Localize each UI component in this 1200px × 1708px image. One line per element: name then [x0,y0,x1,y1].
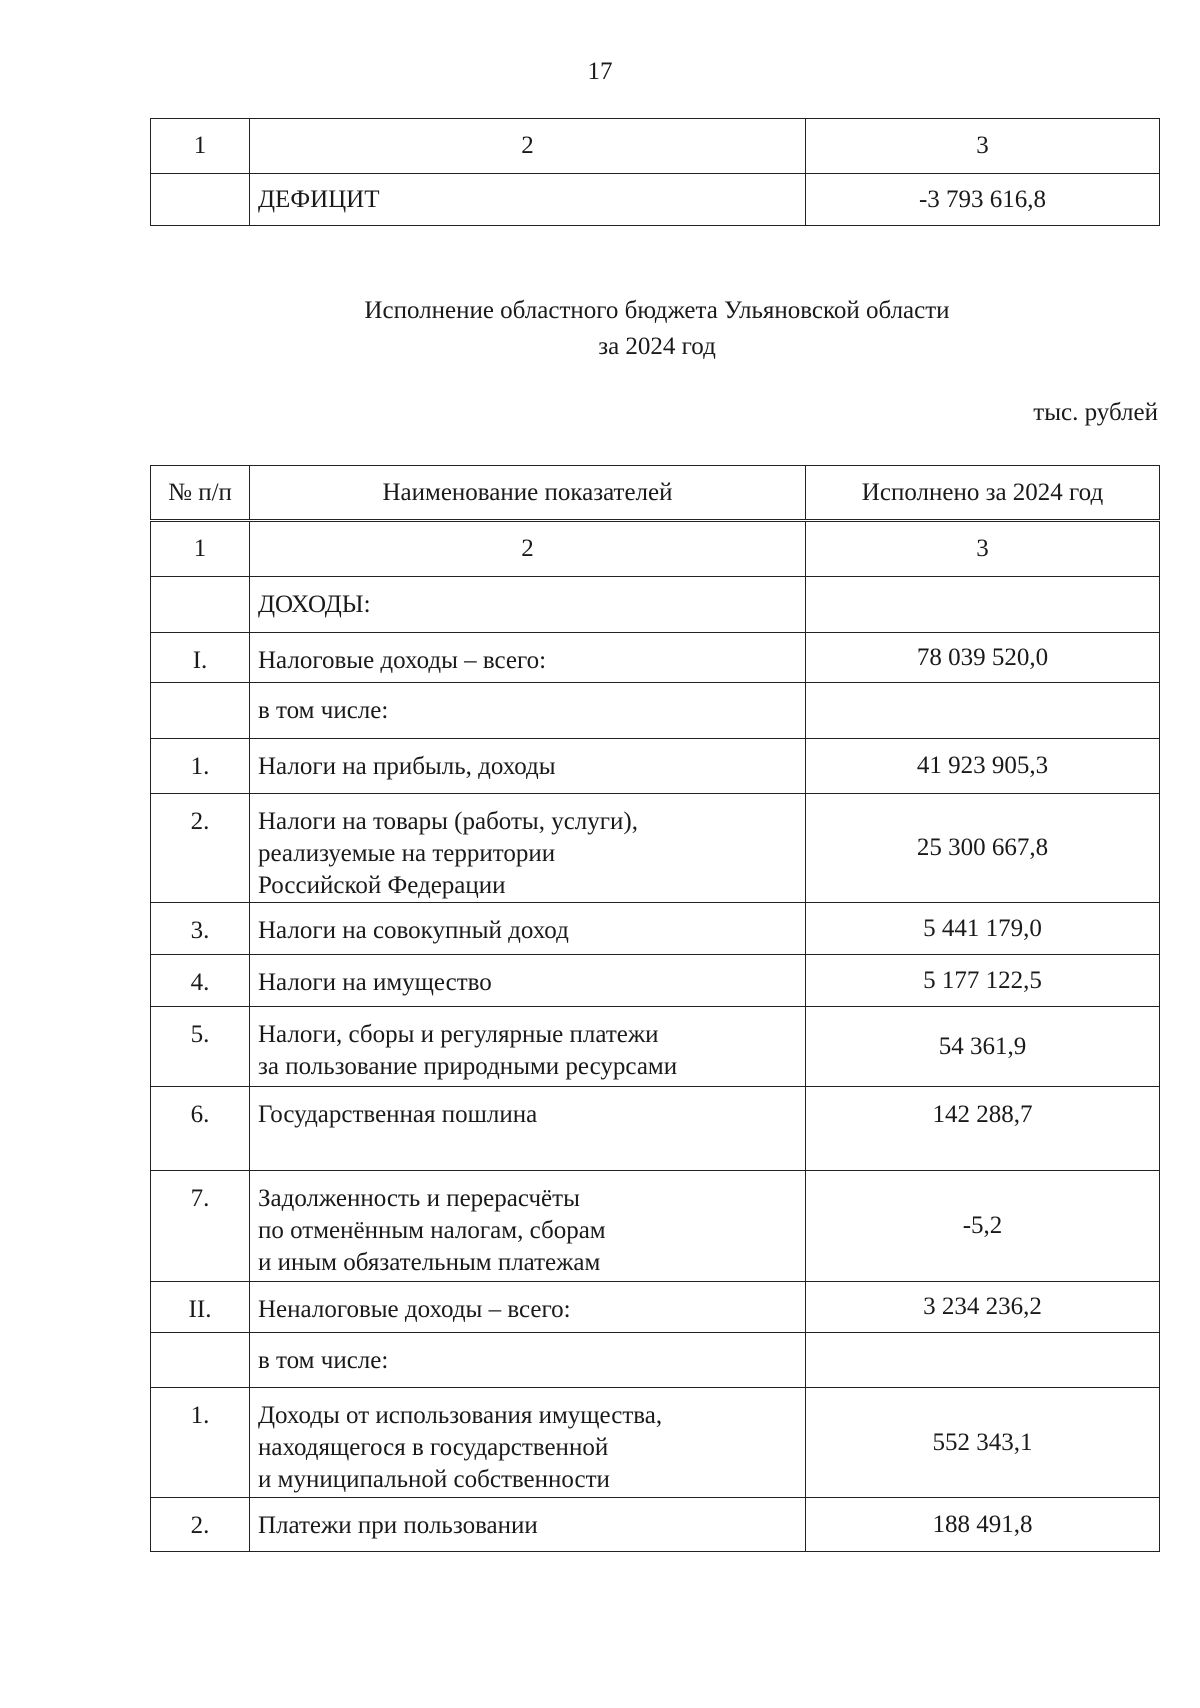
table-row [151,1333,1160,1388]
table-row [151,903,1160,955]
row-number [151,739,250,794]
row-name-line: Налоги на имущество [258,969,492,996]
row-value: 78 039 520,0 [806,633,1160,683]
row-number-text [151,683,249,695]
row-number-text: 1. [190,753,210,780]
row-name [250,1282,806,1333]
row-number-text: 2. [190,808,210,835]
title-line-1: Исполнение областного бюджета Ульяновской области [364,297,950,324]
row-name-text [250,739,805,783]
row-number [151,1388,250,1498]
row-name-text [250,1498,805,1542]
row-name-text [250,794,805,902]
row-name: ДЕФИЦИТ [250,174,806,226]
row-name-line: находящегося в государственной [258,1434,609,1461]
col-number-2: 2 [250,521,806,577]
row-name [250,1171,806,1282]
row-value [806,683,1160,739]
row-name [250,577,806,633]
row-value: 142 288,7 [806,1087,1160,1171]
col-number-1: 1 [151,119,250,174]
table-row [151,683,1160,739]
row-name-text [250,577,805,621]
title-line-2: за 2024 год [598,333,716,360]
row-name-line: Российской Федерации [258,872,506,899]
row-number-text: 1. [190,1402,210,1429]
row-name-line: ДОХОДЫ: [258,591,371,618]
row-number-text: I. [192,647,208,674]
table-row [151,1087,1160,1171]
page-number: 17 [587,58,613,85]
row-number [151,633,250,683]
row-value: 5 441 179,0 [806,903,1160,955]
row-name [250,739,806,794]
row-name-line: Задолженность и перерасчёты [258,1185,580,1212]
row-number [151,683,250,739]
row-number [151,955,250,1007]
header-name: Наименование показателей [250,466,806,521]
deficit-table [150,118,1160,226]
row-number [151,174,250,226]
column-number-row [151,521,1160,577]
table-row [151,794,1160,903]
row-name [250,1333,806,1388]
row-value: 552 343,1 [806,1388,1160,1498]
row-name-line: Налоговые доходы – всего: [258,647,547,674]
row-name-text [250,903,805,947]
row-value: -5,2 [806,1171,1160,1282]
document-title [0,293,1200,365]
row-number-text: 3. [190,917,210,944]
row-value: 41 923 905,3 [806,739,1160,794]
row-name-line: за пользование природными ресурсами [258,1053,678,1080]
row-number-text [151,1333,249,1345]
table-row [151,739,1160,794]
row-number [151,1282,250,1333]
row-number-text: 6. [190,1101,210,1128]
row-name [250,1498,806,1552]
row-name-text [250,633,805,677]
row-name-line: Неналоговые доходы – всего: [258,1296,571,1323]
row-name-line: в том числе: [258,697,389,724]
row-value: 188 491,8 [806,1498,1160,1552]
col-number-2: 2 [250,119,806,174]
row-name-text [250,1282,805,1326]
row-name-line: Налоги на товары (работы, услуги), [258,808,638,835]
row-name-text [250,1171,805,1279]
table-row [151,1282,1160,1333]
row-number-text [151,577,249,589]
row-number-text: 7. [190,1185,210,1212]
col-number-1: 1 [151,521,250,577]
row-name-line: Доходы от использования имущества, [258,1402,663,1429]
header-row [151,466,1160,521]
header-value: Исполнено за 2024 год [806,466,1160,521]
row-name-text [250,955,805,999]
row-name [250,955,806,1007]
row-name-text [250,1388,805,1496]
row-name-line: Платежи при пользовании [258,1512,538,1539]
row-name [250,1007,806,1087]
col-number-3: 3 [806,119,1160,174]
row-name-line: и муниципальной собственности [258,1466,610,1493]
row-name-line: Налоги на прибыль, доходы [258,753,556,780]
table-row [151,955,1160,1007]
table-body [151,577,1160,1552]
row-number [151,1333,250,1388]
row-value [806,577,1160,633]
row-number [151,903,250,955]
deficit-row [151,174,1160,226]
table-row [151,1007,1160,1087]
row-name-text [250,1087,805,1131]
table-row [151,1171,1160,1282]
table-row [151,1498,1160,1552]
row-number [151,1007,250,1087]
row-number [151,1171,250,1282]
table-row [151,577,1160,633]
units-label: тыс. рублей [1033,399,1158,426]
row-value: -3 793 616,8 [806,174,1160,226]
row-value [806,1333,1160,1388]
row-value: 5 177 122,5 [806,955,1160,1007]
row-value: 54 361,9 [806,1007,1160,1087]
row-number-text: II. [188,1296,212,1323]
row-name [250,633,806,683]
header-num: № п/п [151,466,250,521]
row-name [250,1388,806,1498]
row-name-text [250,683,805,727]
column-number-row [151,119,1160,174]
row-name-text [250,1333,805,1377]
row-name-line: и иным обязательным платежам [258,1249,601,1276]
table-row [151,633,1160,683]
row-number-text: 5. [190,1021,210,1048]
row-number [151,1498,250,1552]
row-name-line: Государственная пошлина [258,1101,538,1128]
row-number-text: 2. [190,1512,210,1539]
row-number [151,794,250,903]
budget-table [150,465,1160,1552]
row-name-line: по отменённым налогам, сборам [258,1217,606,1244]
row-name-text [250,1007,805,1083]
row-name [250,1087,806,1171]
row-name-line: Налоги, сборы и регулярные платежи [258,1021,659,1048]
row-name-line: Налоги на совокупный доход [258,917,569,944]
row-name [250,683,806,739]
row-value: 25 300 667,8 [806,794,1160,903]
table-row [151,1388,1160,1498]
row-number [151,1087,250,1171]
row-name-line: в том числе: [258,1347,389,1374]
row-number-text: 4. [190,969,210,996]
row-name [250,794,806,903]
row-name-line: реализуемые на территории [258,840,556,867]
row-value: 3 234 236,2 [806,1282,1160,1333]
row-number [151,577,250,633]
col-number-3: 3 [806,521,1160,577]
row-name [250,903,806,955]
